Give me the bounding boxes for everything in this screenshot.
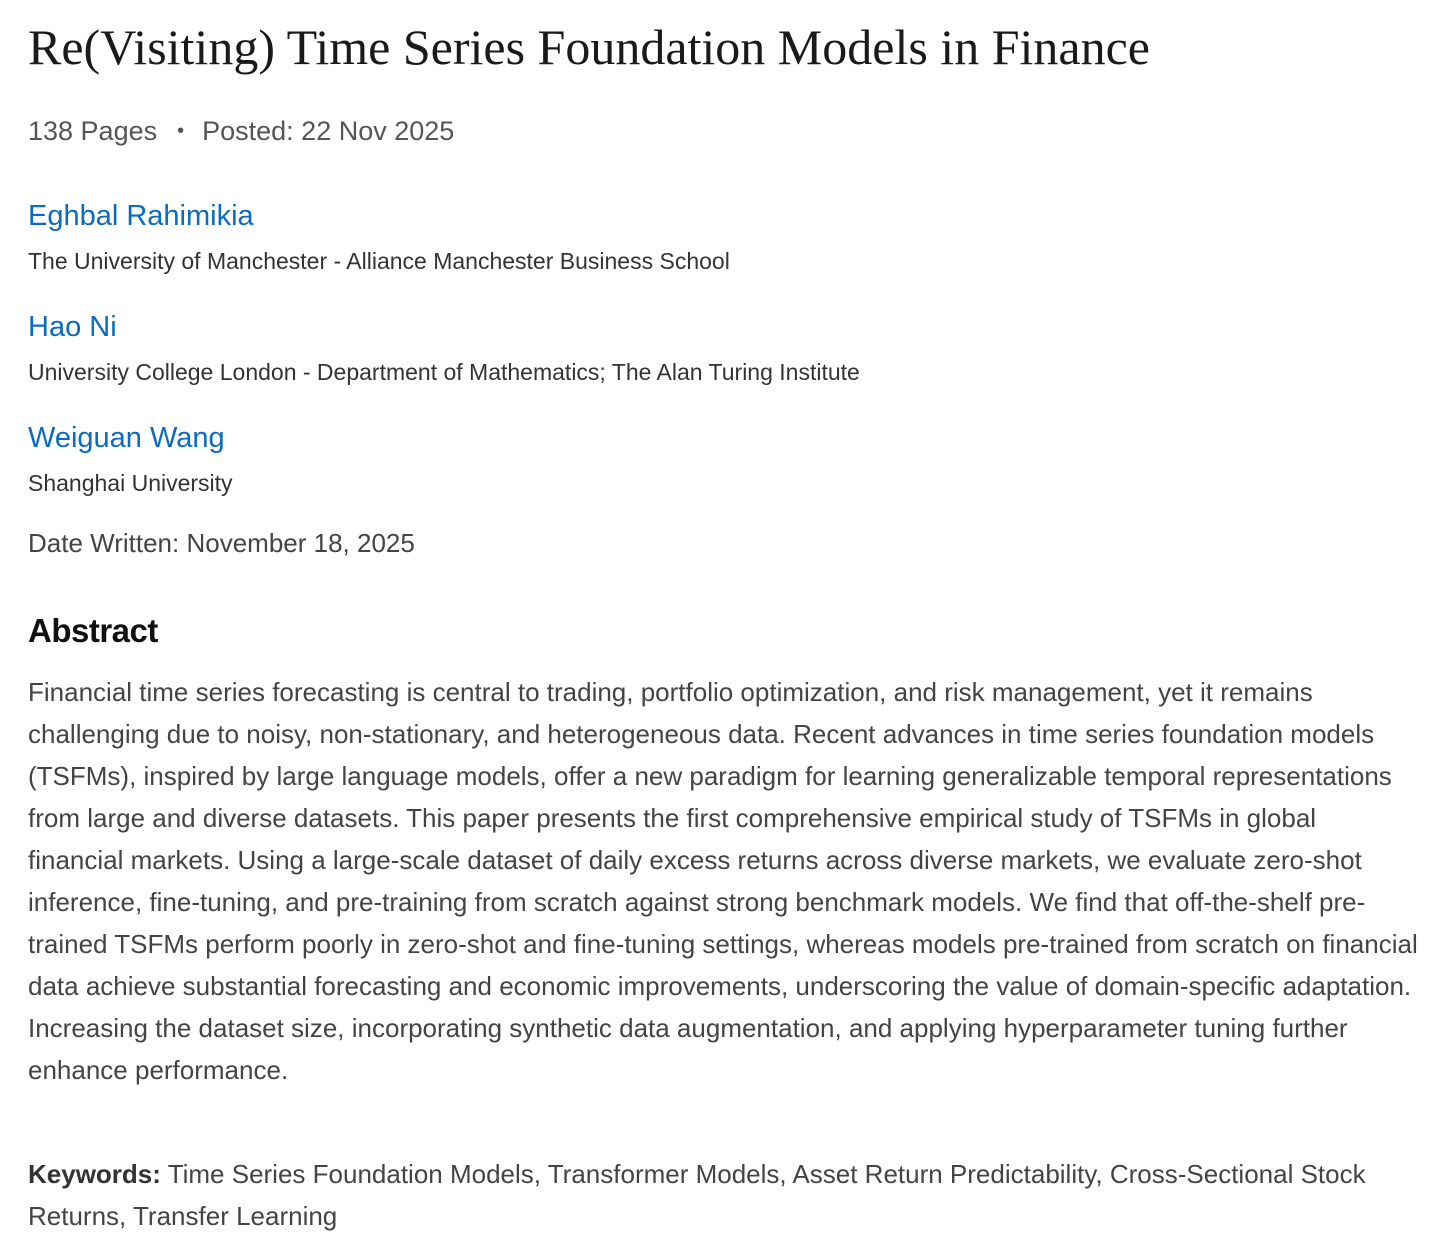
keywords-list: Time Series Foundation Models, Transformer Models, Asset Return Predictability, Cross-Sectional Stock Returns, Transfer Learning [28, 1159, 1366, 1231]
date-written: Date Written: November 18, 2025 [28, 528, 415, 558]
paper-meta [28, 116, 454, 147]
paper-title: Re(Visiting) Time Series Foundation Models in Finance [28, 19, 1150, 75]
author-affiliation-ni: University College London - Department of Mathematics; The Alan Turing Institute [28, 359, 860, 385]
keywords-label: Keywords: [28, 1159, 161, 1189]
keywords [28, 1153, 1418, 1237]
author-link-wang[interactable]: Weiguan Wang [28, 422, 225, 454]
page-count: 138 Pages [28, 116, 158, 146]
abstract-text: Financial time series forecasting is central to trading, portfolio optimization, and risk management, yet it remains challenging due to noisy, non-stationary, and heterogeneous data. Recent advances in time series foundation models (TSFMs), inspired by large language models, offer a new paradigm for learning generalizable temporal representations from large and diverse datasets. This paper presents the first comprehensive empirical study of TSFMs in global financial markets. Using a large-scale dataset of daily excess returns across diverse markets, we evaluate zero-shot inference, fine-tuning, and pre-training from scratch against strong benchmark models. We find that off-the-shelf pre-trained TSFMs perform poorly in zero-shot and fine-tuning settings, whereas models pre-trained from scratch on financial data achieve substantial forecasting and economic improvements, underscoring the value of domain-specific adaptation. Increasing the dataset size, incorporating synthetic data augmentation, and applying hyperparameter tuning further enhance performance. [28, 677, 1418, 1085]
author-affiliation-wang: Shanghai University [28, 470, 233, 496]
posted-date: Posted: 22 Nov 2025 [202, 116, 455, 146]
author-affiliation-rahimikia: The University of Manchester - Alliance Manchester Business School [28, 248, 730, 274]
meta-separator: • [177, 120, 185, 142]
author-link-rahimikia[interactable]: Eghbal Rahimikia [28, 200, 254, 232]
abstract-heading: Abstract [28, 612, 158, 649]
author-link-ni[interactable]: Hao Ni [28, 311, 117, 343]
